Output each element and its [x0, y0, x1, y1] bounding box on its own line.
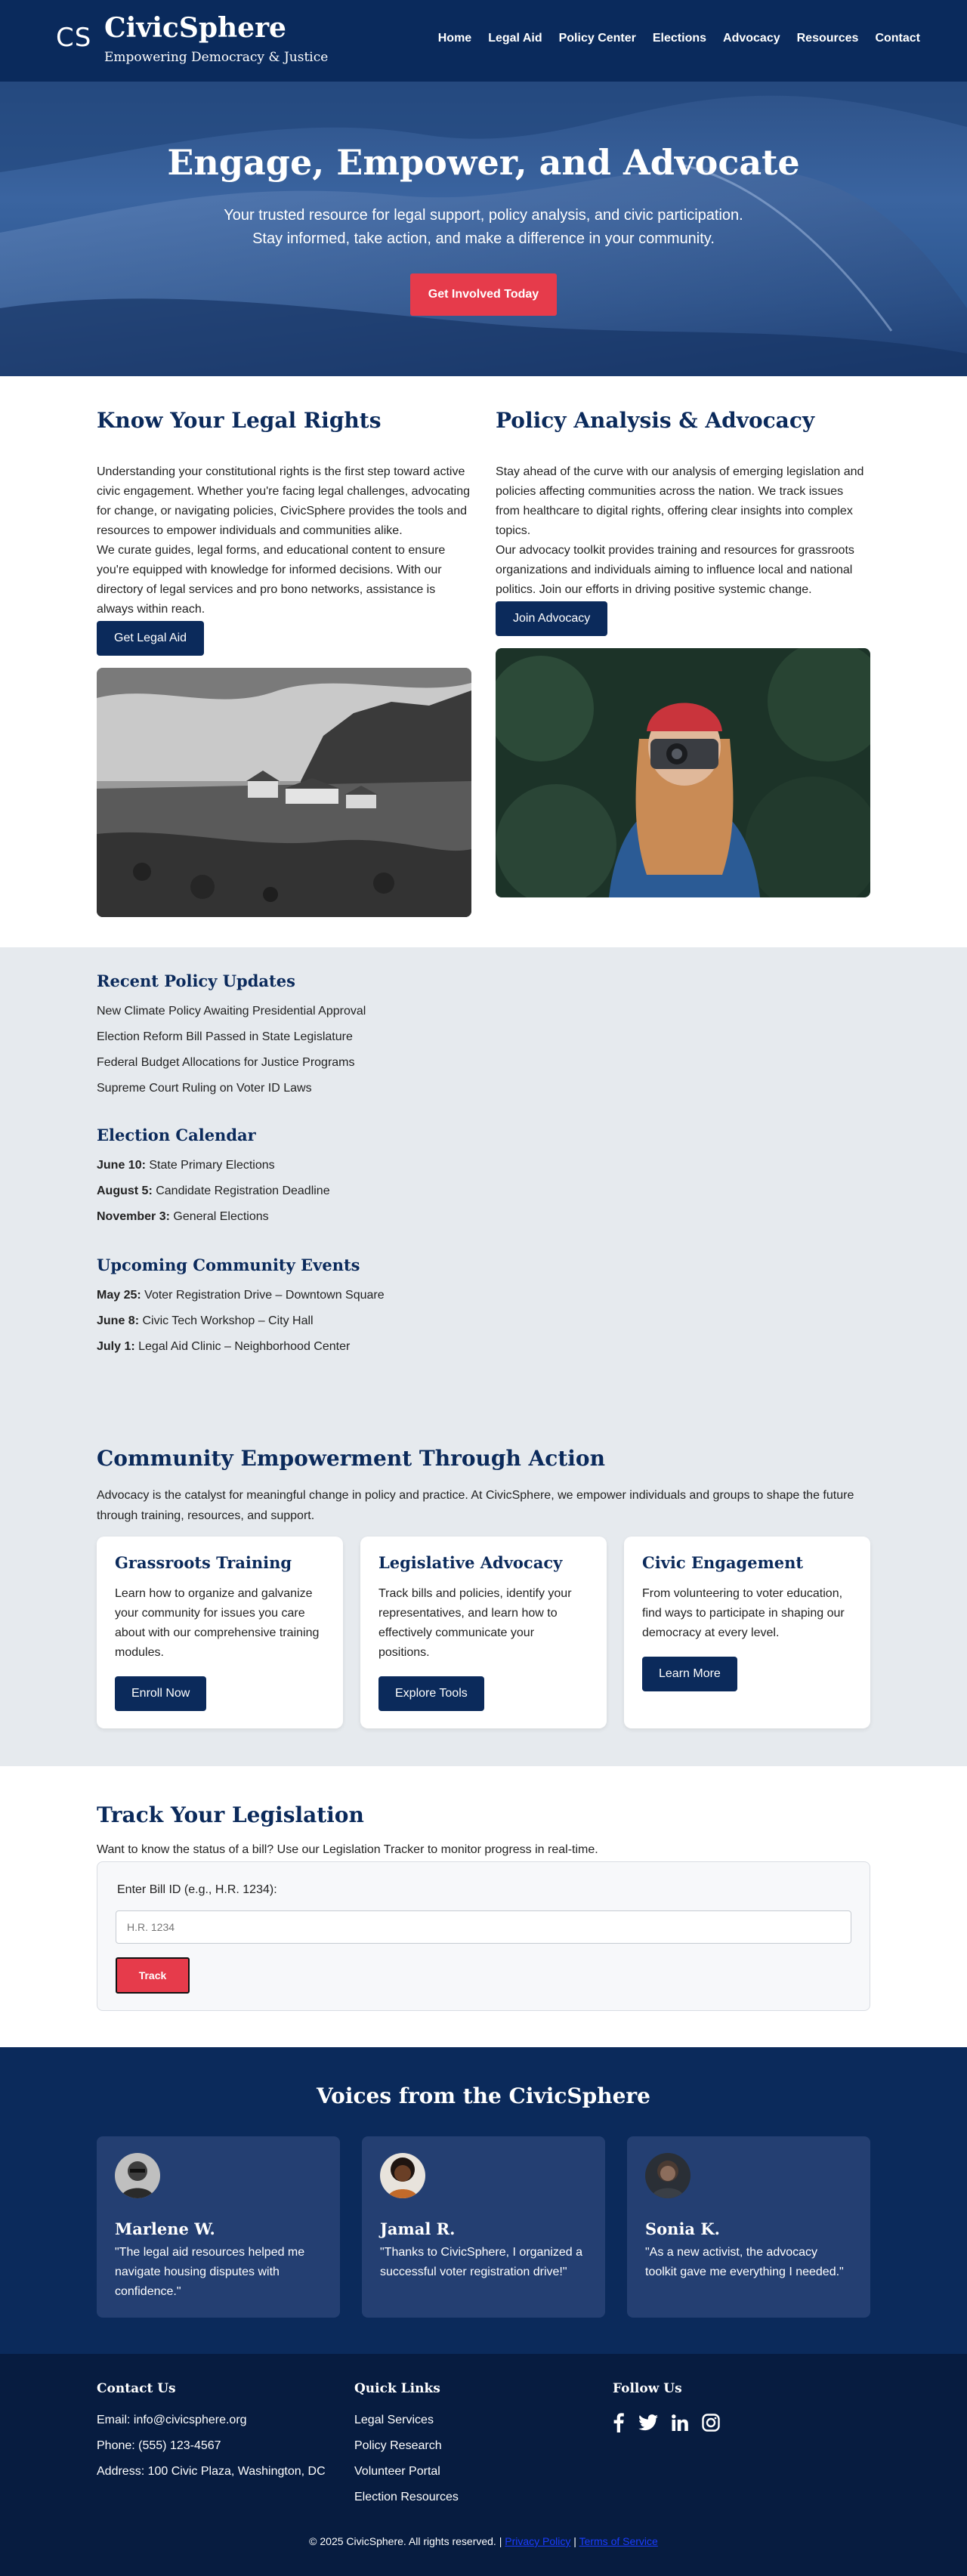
community-events-title: Upcoming Community Events [97, 1256, 360, 1274]
event-text: General Elections [169, 1210, 269, 1223]
event-date: June 10: [97, 1159, 146, 1172]
testimonial-name: Jamal R. [380, 2219, 456, 2238]
track-button[interactable]: Track [116, 1957, 190, 1994]
card-text: Track bills and policies, identify your representatives, and learn how to effectively communicate your positions. [378, 1587, 572, 1659]
recent-policy-updates-title: Recent Policy Updates [97, 971, 295, 990]
track-legislation-intro: Want to know the status of a bill? Use our Legislation Tracker to monitor progress in real-time. [97, 1843, 598, 1856]
footer-follow-title: Follow Us [613, 2381, 682, 2396]
twitter-icon[interactable] [638, 2414, 658, 2431]
list-item[interactable]: New Climate Policy Awaiting Presidential Approval [97, 1005, 366, 1018]
footer-link-volunteer-portal[interactable]: Volunteer Portal [354, 2465, 440, 2478]
footer-quick-links [354, 2381, 459, 2516]
testimonial-quote: "The legal aid resources helped me navigate housing disputes with confidence." [115, 2246, 305, 2298]
footer-link-legal-services[interactable]: Legal Services [354, 2414, 434, 2426]
list-item [97, 1184, 870, 1199]
list-item[interactable]: Election Reform Bill Passed in State Legislature [97, 1030, 353, 1043]
community-events [97, 1256, 870, 1365]
site-header [0, 0, 967, 82]
coastal-village-photo [97, 668, 471, 917]
nav-contact[interactable]: Contact [875, 32, 920, 45]
avatar [380, 2153, 425, 2198]
footer-contact [97, 2381, 326, 2490]
policy-analysis-paragraph-2: Our advocacy toolkit provides training and resources for grassroots organizations and individuals aiming to influence local and national politics. Join our efforts in driving positive systemic change. [496, 544, 854, 596]
facebook-icon[interactable] [613, 2413, 625, 2432]
event-date: May 25: [97, 1289, 141, 1302]
empowerment-intro: Advocacy is the catalyst for meaningful change in policy and practice. At CivicSphere, we empower individuals and groups to shape the future through training, resources, and support. [97, 1489, 854, 1522]
list-item [97, 1339, 870, 1354]
testimonials-section [0, 2047, 967, 2354]
card-title: Legislative Advocacy [378, 1553, 563, 1572]
policy-analysis-title: Policy Analysis & Advocacy [496, 408, 815, 433]
nav-resources[interactable]: Resources [796, 32, 859, 45]
policy-analysis-paragraph-1: Stay ahead of the curve with our analysis of emerging legislation and policies affecting communities across the nation. We track issues from healthcare to digital rights, offering clear insights into complex topics. [496, 465, 864, 537]
terms-of-service-link[interactable]: Terms of Service [579, 2535, 658, 2547]
avatar [645, 2153, 690, 2198]
site-footer [0, 2354, 967, 2576]
nav-policy-center[interactable]: Policy Center [558, 32, 636, 45]
nav-advocacy[interactable]: Advocacy [723, 32, 780, 45]
card-legislative-advocacy [360, 1537, 607, 1728]
card-civic-engagement [624, 1537, 870, 1728]
card-text: Learn how to organize and galvanize your community for issues you care about with our comprehensive training modules. [115, 1587, 320, 1659]
get-involved-button[interactable]: Get Involved Today [410, 273, 557, 316]
list-item [97, 1158, 870, 1173]
card-title: Grassroots Training [115, 1553, 292, 1572]
hero-subtitle-line-2: Stay informed, take action, and make a difference in your community. [252, 230, 715, 247]
copyright-text: © 2025 CivicSphere. All rights reserved. | [309, 2535, 505, 2547]
event-date: June 8: [97, 1314, 140, 1327]
footer-link-policy-research[interactable]: Policy Research [354, 2439, 442, 2452]
explore-tools-button[interactable]: Explore Tools [378, 1676, 484, 1711]
policy-analysis-section [496, 408, 870, 897]
track-legislation-title: Track Your Legislation [97, 1802, 364, 1827]
list-item[interactable]: Supreme Court Ruling on Voter ID Laws [97, 1082, 312, 1095]
event-text: Civic Tech Workshop – City Hall [139, 1314, 314, 1327]
bill-id-input[interactable] [116, 1910, 851, 1944]
footer-link-election-resources[interactable]: Election Resources [354, 2491, 459, 2503]
linkedin-icon[interactable] [672, 2414, 688, 2431]
card-grassroots-training [97, 1537, 343, 1728]
hero-title: Engage, Empower, and Advocate [167, 142, 800, 183]
logo-mark[interactable]: CS [56, 23, 92, 53]
legal-rights-title: Know Your Legal Rights [97, 408, 382, 433]
testimonial-name: Sonia K. [645, 2219, 720, 2238]
footer-separator: | [570, 2535, 579, 2547]
testimonial-card [362, 2136, 605, 2318]
recent-policy-updates [97, 971, 870, 1107]
event-date: July 1: [97, 1340, 135, 1353]
join-advocacy-button[interactable]: Join Advocacy [496, 601, 607, 636]
event-date: August 5: [97, 1185, 153, 1197]
footer-follow [613, 2381, 720, 2432]
list-item [97, 1209, 870, 1225]
testimonial-card [97, 2136, 340, 2318]
event-date: November 3: [97, 1210, 170, 1223]
brand-name[interactable]: CivicSphere [104, 12, 286, 44]
avatar [115, 2153, 160, 2198]
nav-legal-aid[interactable]: Legal Aid [488, 32, 542, 45]
election-calendar [97, 1126, 870, 1235]
nav-home[interactable]: Home [437, 32, 472, 45]
legal-rights-paragraph-1: Understanding your constitutional rights is the first step toward active civic engagement. Whether you're facing legal challenges, advocating for change, or navigating policies, CivicSphere provides the tools and resources to empower individuals and communities alike. [97, 465, 471, 537]
testimonial-quote: "Thanks to CivicSphere, I organized a successful voter registration drive!" [380, 2246, 583, 2278]
list-item[interactable]: Federal Budget Allocations for Justice Programs [97, 1056, 355, 1069]
event-text: State Primary Elections [145, 1159, 275, 1172]
footer-phone: Phone: (555) 123-4567 [97, 2439, 221, 2452]
event-text: Legal Aid Clinic – Neighborhood Center [134, 1340, 351, 1353]
social-links [613, 2413, 720, 2432]
hero-subtitle-line-1: Your trusted resource for legal support, policy analysis, and civic participation. [224, 207, 743, 224]
list-item [97, 1288, 870, 1303]
nav-elections[interactable]: Elections [652, 32, 707, 45]
election-calendar-title: Election Calendar [97, 1126, 256, 1144]
bill-id-label: Enter Bill ID (e.g., H.R. 1234): [117, 1883, 277, 1896]
learn-more-button[interactable]: Learn More [642, 1657, 737, 1691]
event-text: Candidate Registration Deadline [152, 1185, 330, 1197]
card-text: From volunteering to voter education, find ways to participate in shaping our democracy at every level. [642, 1587, 845, 1639]
privacy-policy-link[interactable]: Privacy Policy [505, 2535, 571, 2547]
event-text: Voter Registration Drive – Downtown Square [141, 1289, 385, 1302]
hero-subtitle [0, 204, 967, 251]
testimonials-title: Voices from the CivicSphere [317, 2083, 650, 2108]
brand-tagline: Empowering Democracy & Justice [104, 50, 329, 65]
empowerment-title: Community Empowerment Through Action [97, 1446, 605, 1471]
photographer-photo [496, 648, 870, 897]
testimonial-name: Marlene W. [115, 2219, 215, 2238]
card-title: Civic Engagement [642, 1553, 804, 1572]
footer-address: Address: 100 Civic Plaza, Washington, DC [97, 2465, 326, 2478]
hero-section [0, 82, 967, 376]
legislation-tracker-form [97, 1861, 870, 2011]
list-item [97, 1314, 870, 1329]
legal-rights-paragraph-2: We curate guides, legal forms, and educational content to ensure you're equipped with knowledge for informed decisions. With our directory of legal services and pro bono networks, assistance is always within reach. [97, 544, 446, 616]
copyright [0, 2535, 967, 2547]
testimonial-card [627, 2136, 870, 2318]
instagram-icon[interactable] [702, 2414, 720, 2432]
enroll-now-button[interactable]: Enroll Now [115, 1676, 206, 1711]
footer-contact-title: Contact Us [97, 2381, 176, 2396]
get-legal-aid-button[interactable]: Get Legal Aid [97, 621, 204, 656]
footer-email[interactable]: Email: info@civicsphere.org [97, 2414, 247, 2426]
testimonial-quote: "As a new activist, the advocacy toolkit gave me everything I needed." [645, 2246, 844, 2278]
footer-links-title: Quick Links [354, 2381, 440, 2396]
legal-rights-section [97, 408, 471, 917]
main-nav [438, 32, 920, 45]
